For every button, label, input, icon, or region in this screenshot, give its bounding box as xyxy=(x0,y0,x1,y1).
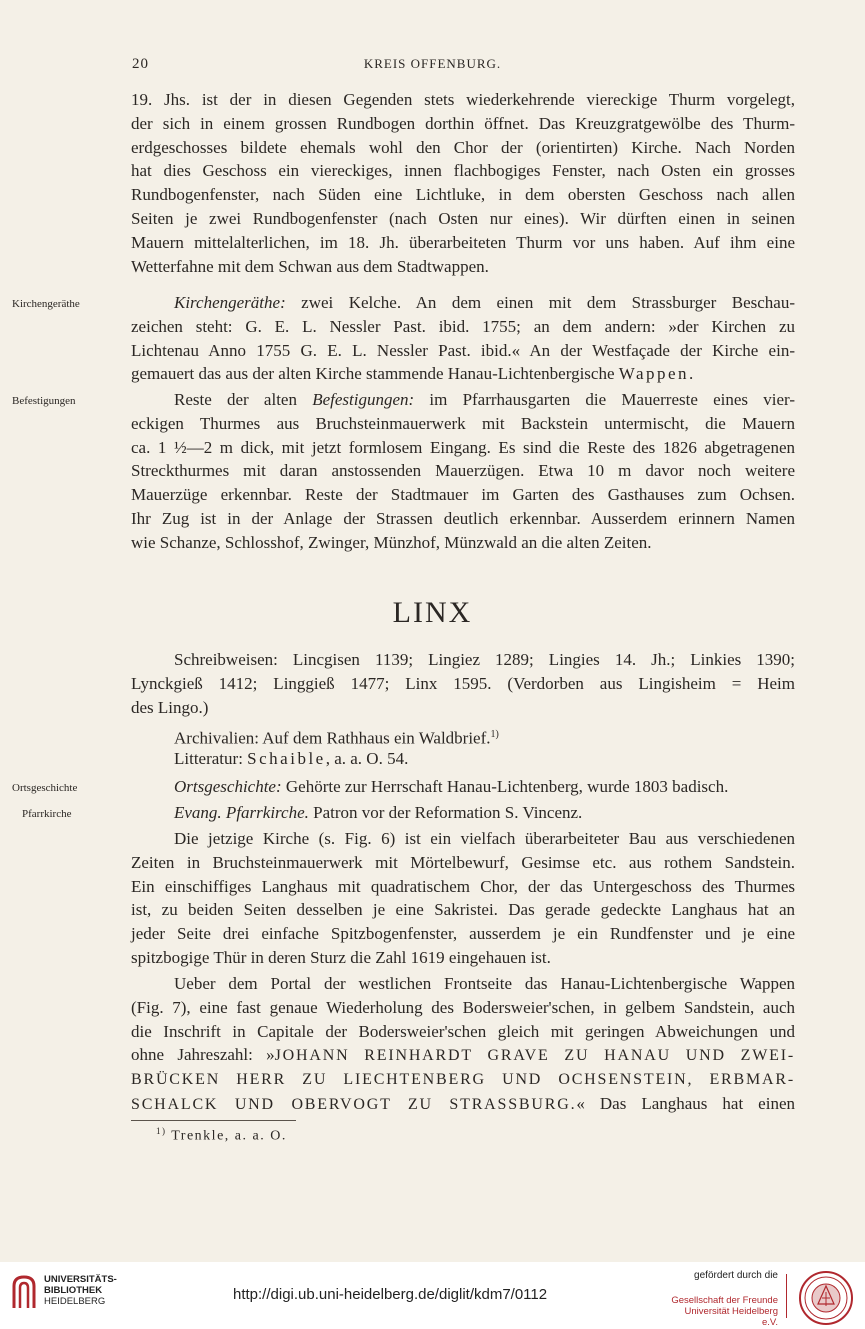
text-line xyxy=(131,1043,795,1068)
margin-note-pfarrkirche: Pfarrkirche xyxy=(22,808,72,820)
text-run: ohne Jahreszahl: » xyxy=(131,1045,275,1065)
footnote-reference: 1) xyxy=(490,729,499,740)
text-line: Rundbogenfenster, nach Süden eine Lichtluke, in dem obersten Geschoss nach allen xyxy=(131,185,795,205)
paragraph-kirche xyxy=(131,827,795,970)
margin-note-kirchengeraethe: Kirchengeräthe xyxy=(12,298,80,310)
text-line: wie Schanze, Schlosshof, Zwinger, Münzhof, Münzwald an die alten Zeiten. xyxy=(131,532,652,552)
text-line: Streckthurmes mit daran anstossenden Mauerzügen. Etwa 10 m davor noch weitere xyxy=(131,461,795,481)
spaced-word: Wappen. xyxy=(618,364,696,384)
text-line: zeichen steht: G. E. L. Nessler Past. ibid. 1755; an dem andern: »der Kirchen zu xyxy=(131,316,795,336)
text-line xyxy=(131,801,795,825)
inscription-line: BRÜCKEN HERR ZU LIECHTENBERG UND OCHSENSTEIN, ERBMAR- xyxy=(131,1071,795,1089)
margin-note-ortsgeschichte: Ortsgeschichte xyxy=(12,782,78,794)
text-line xyxy=(131,1092,795,1117)
text-run: Reste der alten xyxy=(174,390,313,409)
paragraph-ortsgeschichte xyxy=(131,775,795,799)
paragraph-thurm xyxy=(131,88,795,278)
text-line: Ein einschiffiges Langhaus mit quadratischem Chor, der das Untergeschoss des Thurmes xyxy=(131,876,795,896)
text-line: Ihr Zug ist in der Anlage der Strassen deutlich erkennbar. Ausserdem erinnern Namen xyxy=(131,508,795,528)
sponsor-divider xyxy=(786,1274,787,1318)
section-title: LINX xyxy=(392,596,473,629)
text-line: ist, zu beiden Seiten desselben je eine Sakristei. Das gerade gedeckte Langhaus hat an xyxy=(131,900,795,920)
paragraph-schreibweisen xyxy=(131,648,795,719)
text-line: hat dies Geschoss ein viereckiges, innen flachbogiges Fenster, nach Osten ein grosses xyxy=(131,161,795,181)
paragraph-befestigungen xyxy=(131,388,795,555)
text-line: Mauerzüge erkennbar. Reste der Stadtmauer im Garten des Gasthauses zum Ochsen. xyxy=(131,485,795,505)
paragraph-pfarrkirche xyxy=(131,801,795,825)
text-line xyxy=(131,775,795,799)
text-line xyxy=(131,747,795,771)
text-line: Zeiten in Bruchsteinmauerwerk mit Mörtelbewurf, Gesimse etc. aus rothem Sandstein. xyxy=(131,852,795,872)
paragraph-portal xyxy=(131,972,795,1117)
text-run: « Das Langhaus hat einen xyxy=(576,1093,795,1113)
text-line: die Inschrift in Capitale der Bodersweier'schen gleich mit geringen Abweichungen und xyxy=(131,1021,795,1041)
permalink-url[interactable]: http://digi.ub.uni-heidelberg.de/diglit/kdm7/0112 xyxy=(233,1286,548,1303)
text-line: des Lingo.) xyxy=(131,697,209,717)
text-line: Lichtenau Anno 1755 G. E. L. Nessler Past. ibid.« An der Westfaçade der Kirche ein- xyxy=(131,340,795,360)
text-run: Litteratur: xyxy=(174,749,248,768)
section-lead: Ortsgeschichte: xyxy=(174,777,282,796)
running-head: KREIS OFFENBURG. xyxy=(363,56,502,71)
margin-note-befestigungen: Befestigungen xyxy=(12,395,76,407)
inscription-text: JOHANN REINHARDT GRAVE ZU HANAU UND ZWEI- xyxy=(274,1047,795,1065)
text-line: 19. Jhs. ist der in diesen Gegenden stets wiederkehrende viereckige Thurm vorgelegt, xyxy=(131,90,795,109)
sponsor-credit[interactable] xyxy=(668,1270,778,1328)
section-lead: Kirchengeräthe: xyxy=(174,293,286,312)
sponsor-name-line: Gesellschaft der Freunde xyxy=(671,1295,778,1306)
text-line: Mauern mittelalterlichen, im 18. Jh. überarbeiteten Thurm vor uns haben. Auf ihm eine xyxy=(131,232,795,252)
text-line: Wetterfahne mit dem Schwan aus dem Stadtwappen. xyxy=(131,256,489,276)
text-line xyxy=(131,291,795,315)
text-run: im Pfarrhausgarten die Mauerreste eines vier- xyxy=(414,390,795,409)
library-name-line: BIBLIOTHEK xyxy=(44,1285,103,1296)
section-lead: Befestigungen: xyxy=(312,390,415,409)
page-header xyxy=(0,56,865,80)
footnote-divider xyxy=(131,1120,296,1121)
text-line: erdgeschosses bildete ehemals wohl den Chor der (orientirten) Kirche. Nach Norden xyxy=(131,137,795,157)
text-line: jeder Seite drei einfache Spitzbogenfenster, ausserdem je ein Rundfenster und je eine xyxy=(131,924,795,944)
library-name-line: HEIDELBERG xyxy=(44,1296,106,1307)
paragraph-kirchengeraethe xyxy=(131,291,795,386)
ub-heidelberg-logo-icon[interactable] xyxy=(10,1274,38,1310)
text-line: eckigen Thurmes aus Bruchsteinmauerwerk mit Backstein untermischt, die Mauern xyxy=(131,413,795,433)
section-lead: Evang. Pfarrkirche. xyxy=(174,803,309,822)
university-seal-icon xyxy=(798,1270,854,1326)
sponsor-name-line: Universität Heidelberg e.V. xyxy=(684,1306,778,1328)
footnote-mark: 1) xyxy=(156,1126,167,1136)
library-name[interactable] xyxy=(44,1274,117,1307)
text-run: Gehörte zur Herrschaft Hanau-Lichtenberg, wurde 1803 badisch. xyxy=(281,777,729,796)
inscription-text: SCHALCK UND OBERVOGT ZU STRASSBURG. xyxy=(131,1095,577,1113)
page-number: 20 xyxy=(132,56,149,72)
text-line: der sich in einem grossen Rundbogen dorthin öffnet. Das Kreuzgratgewölbe des Thurm- xyxy=(131,113,795,133)
footnote-text: Trenkle, a. a. O. xyxy=(166,1128,287,1144)
sponsor-intro: gefördert durch die xyxy=(694,1270,778,1281)
text-line: Schreibweisen: Lincgisen 1139; Lingiez 1289; Lingies 14. Jh.; Linkies 1390; xyxy=(174,650,795,669)
text-run: Patron vor der Reformation S. Vincenz. xyxy=(308,803,583,822)
text-line: ca. 1 ½—2 m dick, mit jetzt formlosem Eingang. Es sind die Reste des 1826 abgetragenen xyxy=(131,437,795,457)
text-line xyxy=(131,362,795,386)
paragraph-litteratur xyxy=(131,747,795,771)
text-line: Die jetzige Kirche (s. Fig. 6) ist ein vielfach überarbeiteter Bau aus verschiedenen xyxy=(174,829,795,848)
digitization-footer xyxy=(0,1262,865,1329)
text-line: spitzbogige Thür in deren Sturz die Zahl 1619 eingehauen ist. xyxy=(131,947,551,967)
footnote xyxy=(156,1126,287,1145)
text-run: gemauert das aus der alten Kirche stammende Hanau-Lichtenbergische xyxy=(131,364,619,384)
text-run: Archivalien: Auf dem Rathhaus ein Waldbrief. xyxy=(174,728,491,748)
library-name-line: UNIVERSITÄTS- xyxy=(44,1274,117,1285)
text-line xyxy=(131,388,795,412)
text-run: , a. a. O. 54. xyxy=(325,749,409,768)
text-line: Ueber dem Portal der westlichen Frontseite das Hanau-Lichtenbergische Wappen xyxy=(174,974,795,993)
text-run: zwei Kelche. An dem einen mit dem Strassburger Beschau- xyxy=(285,293,795,312)
text-line: (Fig. 7), eine fast genaue Wiederholung des Bodersweier'schen, in gelbem Sandstein, auch xyxy=(131,997,795,1017)
spaced-word: Schaible xyxy=(247,749,326,768)
text-line: Seiten je zwei Rundbogenfenster (nach Osten nur eines). Wir dürften einen in seinen xyxy=(131,208,795,228)
text-line: Lynckgieß 1412; Linggieß 1477; Linx 1595. (Verdorben aus Lingisheim = Heim xyxy=(131,673,795,693)
